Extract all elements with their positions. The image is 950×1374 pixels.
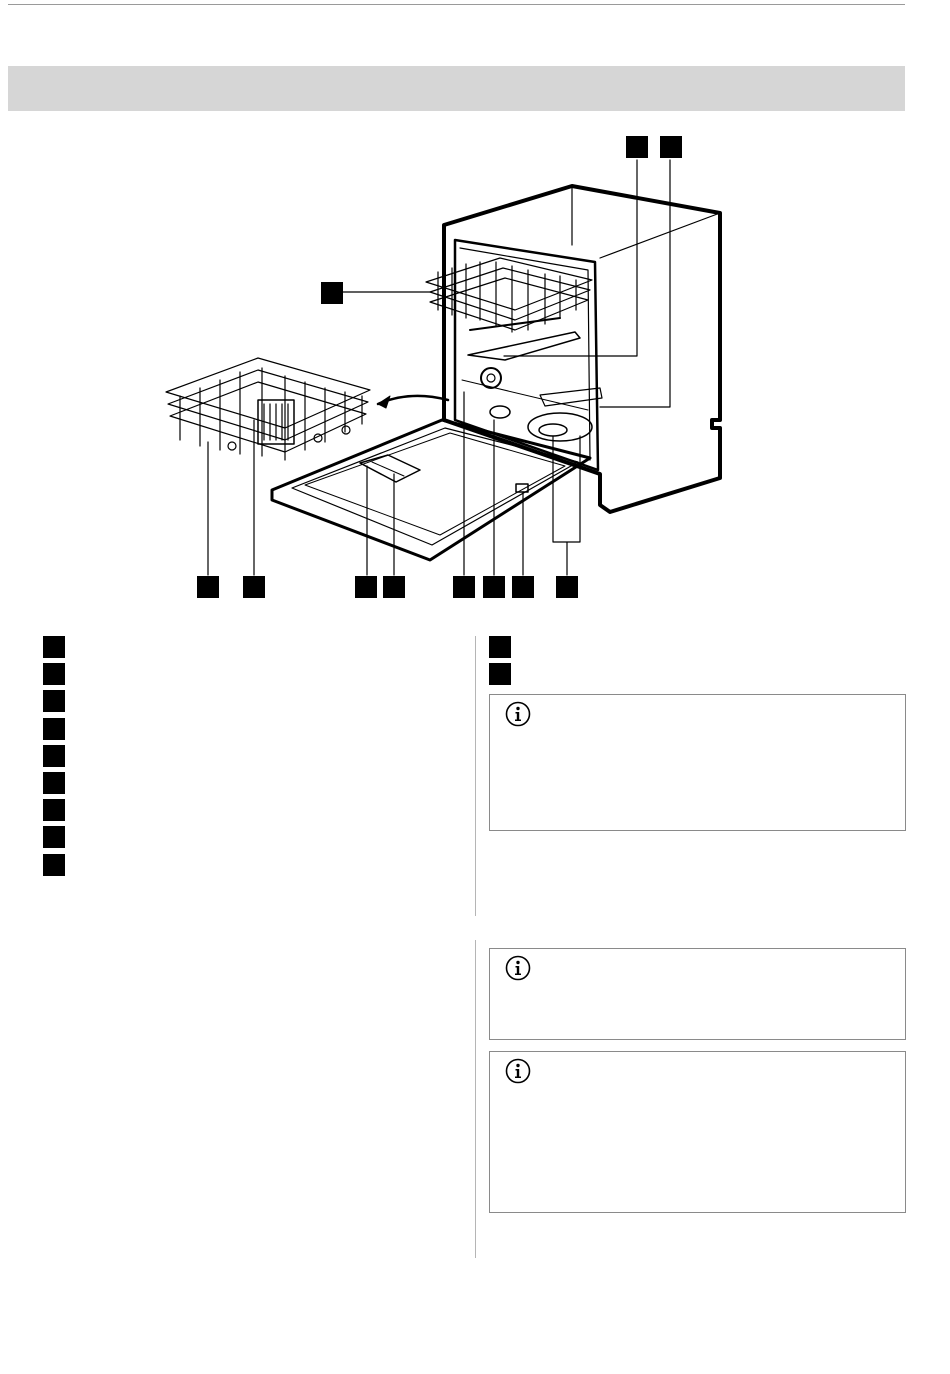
- legend-marker: [43, 854, 65, 876]
- info-box: [489, 1051, 906, 1213]
- legend-item: [43, 826, 463, 848]
- legend-item: [489, 663, 909, 685]
- legend-list-left: [43, 636, 463, 881]
- callout-marker: [355, 576, 377, 598]
- lower-basket: [166, 358, 370, 460]
- callout-marker: [512, 576, 534, 598]
- legend-item: [43, 663, 463, 685]
- legend-item: [43, 636, 463, 658]
- legend-marker: [489, 663, 511, 685]
- callout-marker: [483, 576, 505, 598]
- legend-marker: [43, 663, 65, 685]
- legend-item: [43, 690, 463, 712]
- lower-spray-arm: [528, 413, 592, 441]
- legend-item: [43, 799, 463, 821]
- legend-item: [43, 772, 463, 794]
- legend-marker: [43, 745, 65, 767]
- legend-item: [43, 718, 463, 740]
- column-divider: [475, 940, 476, 1258]
- callout-marker: [321, 282, 343, 304]
- info-box: [489, 948, 906, 1040]
- info-box: [489, 694, 906, 831]
- filter: [539, 424, 567, 436]
- upper-basket: [426, 258, 592, 332]
- legend-item: [489, 636, 909, 658]
- legend-marker: [43, 799, 65, 821]
- callout-marker: [556, 576, 578, 598]
- legend-marker: [43, 690, 65, 712]
- detergent-dispenser: [360, 455, 420, 482]
- legend-marker: [43, 772, 65, 794]
- callout-marker: [453, 576, 475, 598]
- info-icon: [505, 955, 531, 981]
- dishwasher-illustration: [0, 0, 950, 620]
- salt-cap: [481, 368, 501, 388]
- callout-marker: [660, 136, 682, 158]
- legend-item: [43, 745, 463, 767]
- legend-list-right: [489, 636, 909, 690]
- info-icon: [505, 1058, 531, 1084]
- legend-marker: [489, 636, 511, 658]
- legend-item: [43, 854, 463, 876]
- column-divider: [475, 636, 476, 916]
- callout-marker: [626, 136, 648, 158]
- callout-marker: [243, 576, 265, 598]
- info-icon: [505, 701, 531, 727]
- legend-marker: [43, 636, 65, 658]
- callout-marker: [383, 576, 405, 598]
- legend-marker: [43, 826, 65, 848]
- callout-marker: [197, 576, 219, 598]
- legend-marker: [43, 718, 65, 740]
